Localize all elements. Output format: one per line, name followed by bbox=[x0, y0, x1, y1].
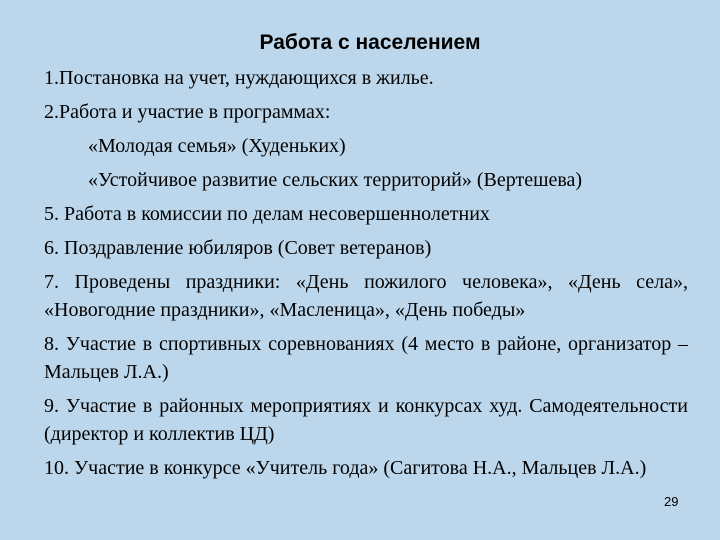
list-item-congratulations: 6. Поздравление юбиляров (Совет ветеранов) bbox=[44, 237, 432, 259]
slide-title: Работа с населением bbox=[259, 31, 481, 54]
list-item-sports: 8. Участие в спортивных соревнованиях (4 место в районе, организатор – Мальцев Л.А.) bbox=[44, 333, 688, 383]
list-item-commission: 5. Работа в комиссии по делам несовершеннолетних bbox=[44, 203, 490, 225]
list-subitem-rural-development: «Устойчивое развитие сельских территорий» (Вертешева) bbox=[88, 169, 583, 191]
page-number: 29 bbox=[664, 494, 679, 509]
list-item-district-events: 9. Участие в районных мероприятиях и конкурсах худ. Самодеятельности (директор и коллектив ЦД) bbox=[44, 395, 688, 445]
list-item-registration: 1.Постановка на учет, нуждающихся в жилье. bbox=[44, 67, 434, 89]
slide-body bbox=[44, 64, 688, 488]
list-item-holidays: 7. Проведены праздники: «День пожилого человека», «День села», «Новогодние праздники», «Масленица», «День победы» bbox=[44, 271, 688, 321]
list-subitem-young-family: «Молодая семья» (Худеньких) bbox=[88, 135, 346, 157]
list-item-teacher-contest: 10. Участие в конкурсе «Учитель года» (Сагитова Н.А., Мальцев Л.А.) bbox=[44, 457, 647, 479]
list-item-programs: 2.Работа и участие в программах: bbox=[44, 101, 331, 123]
